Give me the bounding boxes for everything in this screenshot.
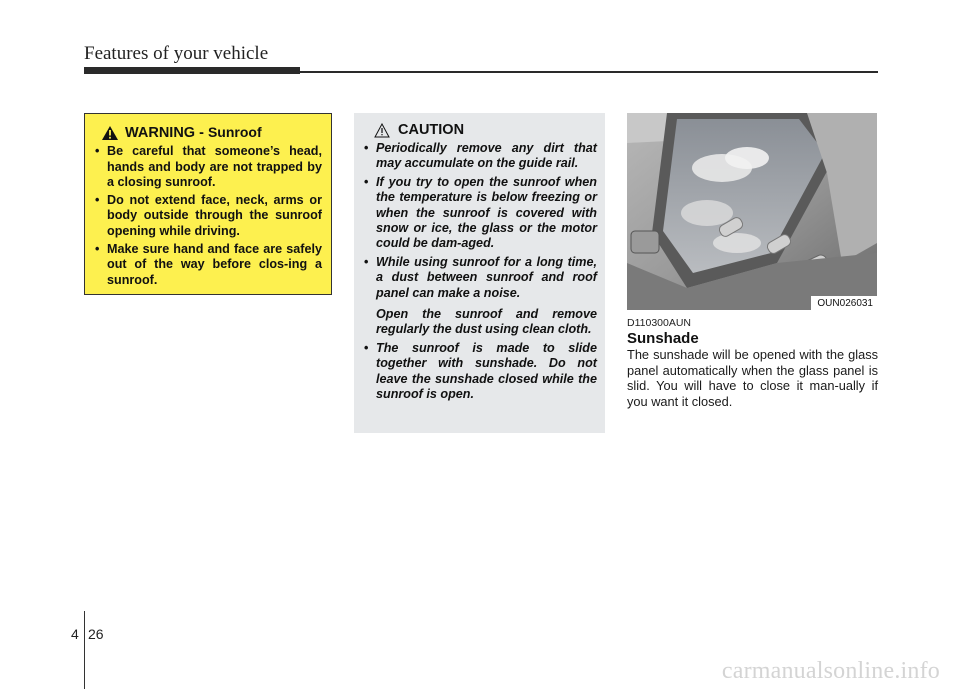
- header-rule: [300, 71, 878, 73]
- caution-box: [354, 113, 605, 433]
- warning-box: [84, 113, 332, 295]
- warning-icon: [101, 125, 119, 141]
- warning-label: WARNING -: [125, 125, 204, 141]
- warning-item: • Make sure hand and face are safely out of the way before clos-ing a sunroof.: [93, 242, 322, 289]
- caution-list: [362, 141, 597, 403]
- figure-code: OUN026031: [811, 296, 877, 310]
- header-bar: [84, 67, 300, 74]
- watermark: carmanualsonline.info: [721, 658, 940, 684]
- caution-item: • While using sunroof for a long time, a dust between sunroof and roof panel can make a noise.: [362, 255, 597, 301]
- chapter-number: 4: [71, 626, 79, 642]
- section-body: The sunshade will be opened with the glass panel automatically when the glass panel is slid. You will have to close it man-ually if you want it closed.: [627, 347, 878, 409]
- section-title: Sunshade: [627, 330, 699, 347]
- footer-rule: [84, 611, 85, 689]
- caution-continuation: Open the sunroof and remove regularly the dust using clean cloth.: [376, 307, 597, 337]
- warning-header: [101, 124, 322, 141]
- caution-item: • If you try to open the sunroof when the temperature is below freezing or when the sunroof is covered with snow or ice, the glass or the motor could be dam-aged.: [362, 175, 597, 252]
- sunroof-illustration: [627, 113, 877, 310]
- section-code: D110300AUN: [627, 317, 692, 329]
- caution-title: CAUTION: [398, 122, 465, 138]
- caution-header: [374, 122, 597, 138]
- warning-subject: Sunroof: [207, 124, 262, 140]
- caution-item: • The sunroof is made to slide together with sunshade. Do not leave the sunshade closed while the sunroof is open.: [362, 341, 597, 403]
- caution-icon: [374, 123, 390, 138]
- warning-list: [93, 144, 322, 288]
- caution-item: • Periodically remove any dirt that may accumulate on the guide rail.: [362, 141, 597, 172]
- warning-item: • Be careful that someone’s head, hands and body are not trapped by a closing sunroof.: [93, 144, 322, 191]
- sunroof-photo: [627, 113, 877, 310]
- page-title: Features of your vehicle: [84, 43, 269, 64]
- warning-item: • Do not extend face, neck, arms or body outside through the sunroof opening while driving.: [93, 193, 322, 240]
- page-number: 26: [88, 626, 104, 642]
